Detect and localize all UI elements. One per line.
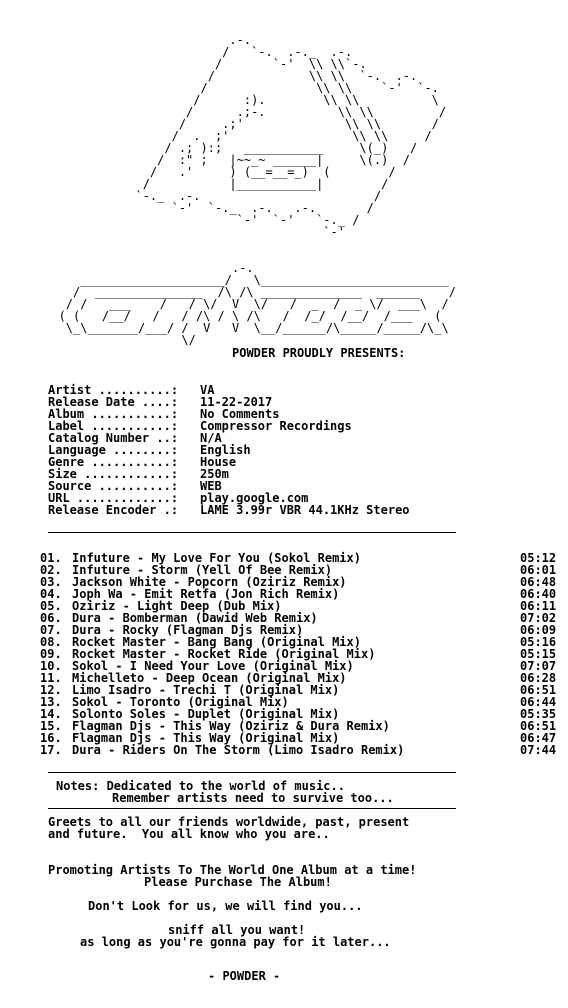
track-row [0, 744, 568, 756]
art-line: / .' ) (__=__=_) ( / [56, 165, 476, 179]
info-value: LAME 3.99r VBR 44.1KHz Stereo [200, 503, 410, 517]
logo-line: / _______________ /\ /\ ______________ ______ / [8, 285, 471, 299]
info-label: Size ............: [48, 467, 179, 481]
track-duration: 06:09 [520, 623, 557, 637]
info-label: Catalog Number ..: [48, 431, 179, 445]
info-value: N/A [200, 431, 222, 445]
track-duration: 06:51 [520, 683, 557, 697]
art-line: / `-' \\ \\`-. [56, 57, 476, 71]
art-line: / .;-. \\ \\ / [56, 105, 483, 119]
art-line: `-' [56, 225, 476, 239]
track-title: Sokol - Toronto (Original Mix) [72, 695, 289, 709]
logo-line: .-. [8, 261, 464, 275]
info-value: English [200, 443, 251, 457]
presents-heading: POWDER PROUDLY PRESENTS: [232, 346, 406, 360]
track-title: Dura - Bomberman (Dawid Web Remix) [72, 611, 318, 625]
logo-line: ( ( /__/ / / /\ / \ /\ / /_/ /__/ /___ ( [8, 309, 471, 323]
track-title: Dura - Rocky (Flagman Djs Remix) [72, 623, 304, 637]
greets-line: and future. You all know who you are.. [48, 827, 330, 841]
track-number: 10. [40, 659, 62, 673]
info-label: URL .............: [48, 491, 179, 505]
track-title: Flagman Djs - This Way (Original Mix) [72, 731, 340, 745]
track-duration: 06:44 [520, 695, 557, 709]
info-value: Compressor Recordings [200, 419, 352, 433]
promo-line: Please Purchase The Album! [144, 875, 332, 889]
info-label: Release Encoder .: [48, 503, 179, 517]
track-number: 13. [40, 695, 62, 709]
track-duration: 05:12 [520, 551, 557, 565]
track-duration: 06:48 [520, 575, 557, 589]
track-number: 12. [40, 683, 62, 697]
track-number: 14. [40, 707, 62, 721]
art-line: `-._ .-. / [56, 189, 476, 203]
info-value: WEB [200, 479, 222, 493]
info-label: Artist ..........: [48, 383, 179, 397]
track-title: Sokol - I Need Your Love (Original Mix) [72, 659, 354, 673]
track-number: 04. [40, 587, 62, 601]
divider [48, 772, 456, 773]
track-duration: 06:01 [520, 563, 557, 577]
dont-look-line: Don't Look for us, we will find you... [88, 899, 363, 913]
track-duration: 06:47 [520, 731, 557, 745]
art-line: `-' `-._ .-. .-. / [56, 201, 476, 215]
track-duration: 06:51 [520, 719, 557, 733]
art-line: / :). \\ \\ \ [56, 93, 483, 107]
logo-line: \_\_______/___/ / V V \__/______/\_____/_____/\_\ [8, 321, 471, 335]
track-duration: 07:44 [520, 743, 557, 757]
signature: - POWDER - [208, 969, 281, 983]
track-duration: 07:02 [520, 611, 557, 625]
track-duration: 06:11 [520, 599, 557, 613]
track-number: 08. [40, 635, 62, 649]
art-line: .-. [56, 33, 483, 47]
art-line: / \\ \\ `-. .-. [56, 69, 483, 83]
track-number: 15. [40, 719, 62, 733]
track-title: Limo Isadro - Trechi T (Original Mix) [72, 683, 340, 697]
track-duration: 05:35 [520, 707, 557, 721]
track-number: 03. [40, 575, 62, 589]
track-title: Michelleto - Deep Ocean (Original Mix) [72, 671, 347, 685]
info-label: Language ........: [48, 443, 179, 457]
art-line: / |___________| / [56, 177, 476, 191]
track-number: 07. [40, 623, 62, 637]
track-number: 11. [40, 671, 62, 685]
track-duration: 07:07 [520, 659, 557, 673]
track-number: 01. [40, 551, 62, 565]
track-number: 05. [40, 599, 62, 613]
info-value: No Comments [200, 407, 280, 421]
track-title: Rocket Master - Rocket Ride (Original Mix) [72, 647, 376, 661]
track-title: Flagman Djs - This Way (Oziriz & Dura Remix) [72, 719, 390, 733]
notes-line: Remember artists need to survive too... [112, 791, 394, 805]
logo-line: ____________________/ \__________________________ [8, 273, 471, 287]
info-row-encoder [48, 503, 410, 517]
info-value: 250m [200, 467, 229, 481]
track-number: 17. [40, 743, 62, 757]
info-label: Album ...........: [48, 407, 179, 421]
info-label: Release Date ....: [48, 395, 179, 409]
logo-line: / / ___ / / \/ V \/ / _ / _ \/ ___\ / [8, 297, 471, 311]
sniff-line: sniff all you want! [168, 923, 306, 937]
info-value: 11-22-2017 [200, 395, 273, 409]
greets-line: Greets to all our friends worldwide, past, present [48, 815, 410, 829]
track-title: Rocket Master - Bang Bang (Original Mix) [72, 635, 361, 649]
track-title: Jackson White - Popcorn (Oziriz Remix) [72, 575, 347, 589]
art-line: / . ;' \\ \\ / [56, 129, 483, 143]
track-number: 09. [40, 647, 62, 661]
info-label: Genre ...........: [48, 455, 179, 469]
track-number: 06. [40, 611, 62, 625]
track-title: Joph Wa - Emit Retfa (Jon Rich Remix) [72, 587, 340, 601]
info-label: Label ...........: [48, 419, 179, 433]
track-duration: 05:15 [520, 647, 557, 661]
promo-line: Promoting Artists To The World One Album at a time! [48, 863, 417, 877]
track-duration: 06:28 [520, 671, 557, 685]
logo-line: \/ [8, 333, 464, 347]
notes-line: Notes: Dedicated to the world of music.. [56, 779, 345, 793]
info-label: Source ..........: [48, 479, 179, 493]
track-title: Infuture - Storm (Yell Of Bee Remix) [72, 563, 333, 577]
track-number: 02. [40, 563, 62, 577]
divider [48, 532, 456, 533]
track-title: Oziriz - Light Deep (Dub Mix) [72, 599, 282, 613]
art-line: / .;' \\ \\ / [56, 117, 483, 131]
art-line: / \\ \\ `-' `-. [56, 81, 483, 95]
track-title: Solonto Soles - Duplet (Original Mix) [72, 707, 340, 721]
track-title: Dura - Riders On The Storm (Limo Isadro Remix) [72, 743, 405, 757]
divider [48, 808, 456, 809]
art-line: / .; ):; ___________ \(_) / [56, 141, 476, 155]
track-duration: 05:16 [520, 635, 557, 649]
art-line: `-' `-' `-._ / [56, 213, 476, 227]
track-title: Infuture - My Love For You (Sokol Remix) [72, 551, 361, 565]
info-value: VA [200, 383, 215, 397]
art-line: / `-. .-._ .-. [56, 45, 483, 59]
sniff-line: as long as you're gonna pay for it later... [80, 935, 391, 949]
track-duration: 06:40 [520, 587, 557, 601]
info-value: House [200, 455, 237, 469]
art-line: / :" ; |~~_~ ______| \(.) / [56, 153, 476, 167]
info-value: play.google.com [200, 491, 309, 505]
track-number: 16. [40, 731, 62, 745]
